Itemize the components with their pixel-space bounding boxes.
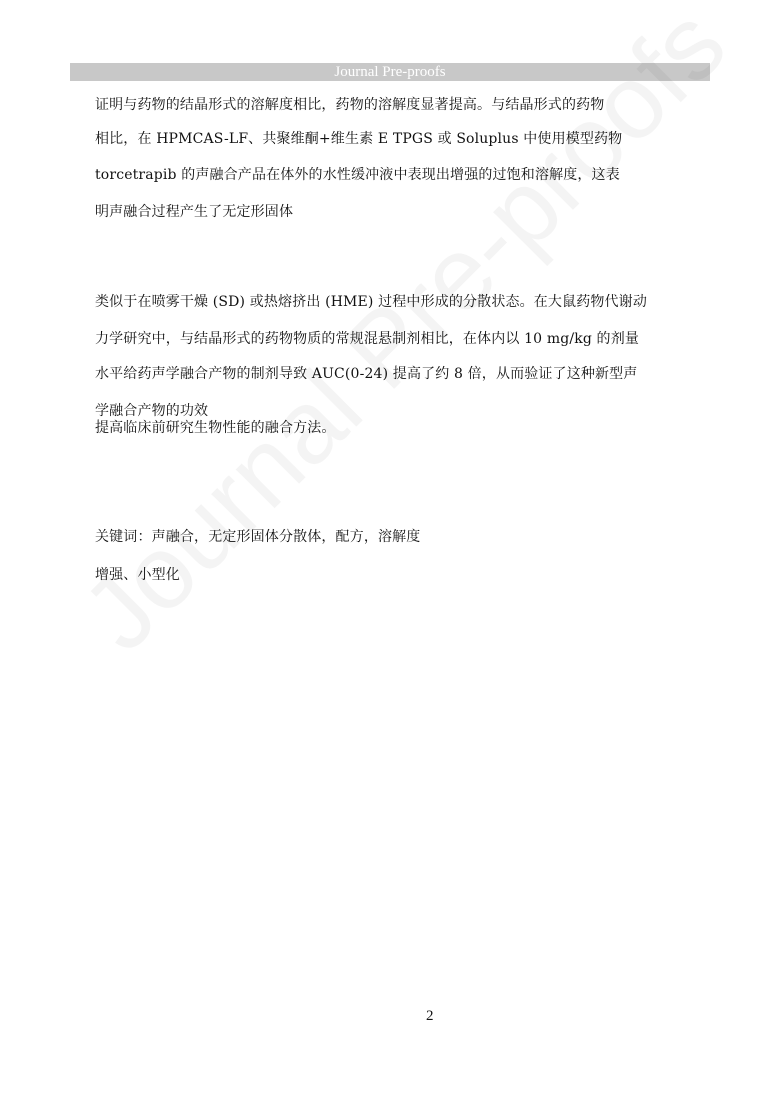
- paragraph2-line: 类似于在喷雾干燥 (SD) 或热熔挤出 (HME) 过程中形成的分散状态。在大鼠药物代谢动: [95, 294, 647, 310]
- paragraph1-line: 证明与药物的结晶形式的溶解度相比，药物的溶解度显著提高。与结晶形式的药物: [95, 97, 605, 113]
- paragraph2-line: 水平给药声学融合产物的制剂导致 AUC(0-24) 提高了约 8 倍，从而验证了这种新型声: [95, 366, 638, 382]
- paragraph2-line: 力学研究中，与结晶形式的药物物质的常规混悬制剂相比，在体内以 10 mg/kg 的剂量: [95, 331, 640, 347]
- paragraph1-line: 明声融合过程产生了无定形固体: [95, 204, 294, 220]
- paragraph1-line: 相比，在 HPMCAS-LF、共聚维酮+维生素 E TPGS 或 Soluplus 中使用模型药物: [95, 131, 623, 147]
- paragraph2-line: 学融合产物的功效: [95, 403, 209, 419]
- paragraph1-line: torcetrapib 的声融合产品在体外的水性缓冲液中表现出增强的过饱和溶解度，这表: [95, 167, 620, 183]
- keywords-line: 增强、小型化: [95, 567, 180, 583]
- paragraph2-line: 提高临床前研究生物性能的融合方法。: [95, 420, 336, 436]
- page-number: 2: [426, 1008, 434, 1024]
- journal-header-bar: Journal Pre-proofs: [70, 63, 710, 81]
- keywords-line: 关键词：声融合，无定形固体分散体，配方，溶解度: [95, 529, 421, 545]
